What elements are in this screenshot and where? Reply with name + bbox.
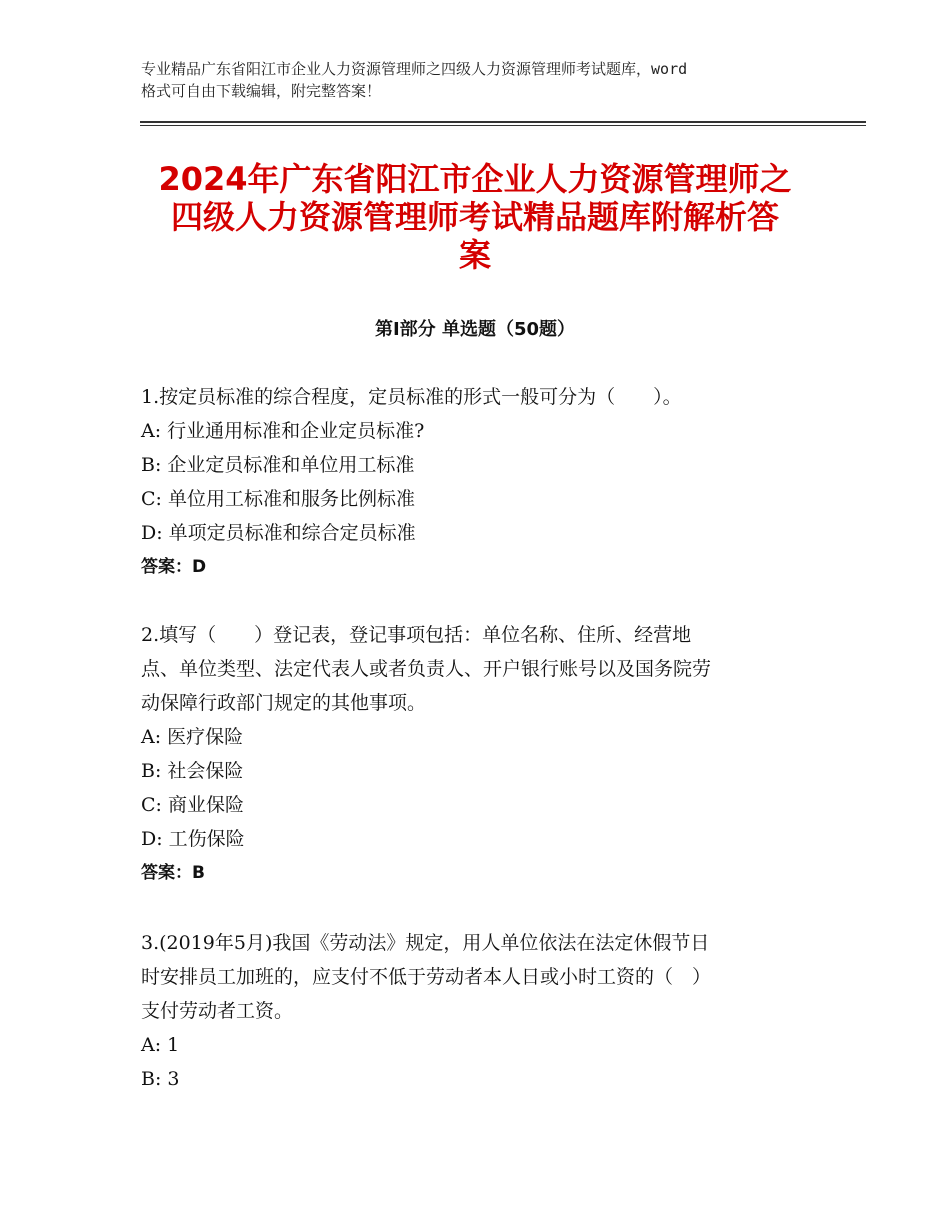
document-title-line: 四级人力资源管理师考试精品题库附解析答	[170, 198, 779, 236]
question-stem-line: 动保障行政部门规定的其他事项。	[141, 692, 427, 714]
option-d: D: 单项定员标准和综合定员标准	[141, 522, 416, 544]
answer-label: 答案：D	[141, 557, 207, 577]
question-stem-line: 3.(2019年5月)我国《劳动法》规定，用人单位依法在法定休假节日	[141, 932, 710, 954]
question-stem-line: 点、单位类型、法定代表人或者负责人、开户银行账号以及国务院劳	[141, 658, 712, 680]
option-a: A: 医疗保险	[141, 726, 244, 748]
document-title	[130, 160, 820, 274]
option-b: B: 3	[141, 1068, 180, 1090]
question-stem-line: 时安排员工加班的，应支付不低于劳动者本人日或小时工资的（ ）	[141, 966, 712, 988]
header-note-line: 格式可自由下载编辑，附完整答案！	[141, 82, 382, 100]
answer-label: 答案：B	[141, 863, 205, 883]
option-c: C: 单位用工标准和服务比例标准	[141, 488, 415, 510]
option-a: A: 行业通用标准和企业定员标准?	[141, 420, 425, 442]
question-stem-line: 2.填写（ ）登记表，登记事项包括：单位名称、住所、经营地	[141, 624, 692, 646]
header-divider-thin	[140, 125, 866, 126]
option-b: B: 社会保险	[141, 760, 244, 782]
header-divider-thick	[140, 121, 866, 123]
question-stem-line: 支付劳动者工资。	[141, 1000, 294, 1022]
document-title-line: 案	[458, 236, 491, 274]
option-c: C: 商业保险	[141, 794, 244, 816]
question-1	[141, 380, 821, 584]
option-a: A: 1	[141, 1034, 180, 1056]
question-3	[141, 926, 821, 1096]
header-note-line: 专业精品广东省阳江市企业人力资源管理师之四级人力资源管理师考试题库，word	[141, 60, 688, 78]
question-stem	[141, 618, 821, 720]
question-stem	[141, 926, 821, 1028]
option-b: B: 企业定员标准和单位用工标准	[141, 454, 415, 476]
document-title-line: 2024年广东省阳江市企业人力资源管理师之	[158, 160, 792, 198]
header-note	[141, 58, 821, 102]
option-d: D: 工伤保险	[141, 828, 245, 850]
question-2	[141, 618, 821, 890]
question-stem-line: 1.按定员标准的综合程度，定员标准的形式一般可分为（ ）。	[141, 386, 682, 408]
question-stem	[141, 380, 821, 414]
section-heading: 第Ⅰ部分 单选题（50题）	[374, 319, 575, 340]
